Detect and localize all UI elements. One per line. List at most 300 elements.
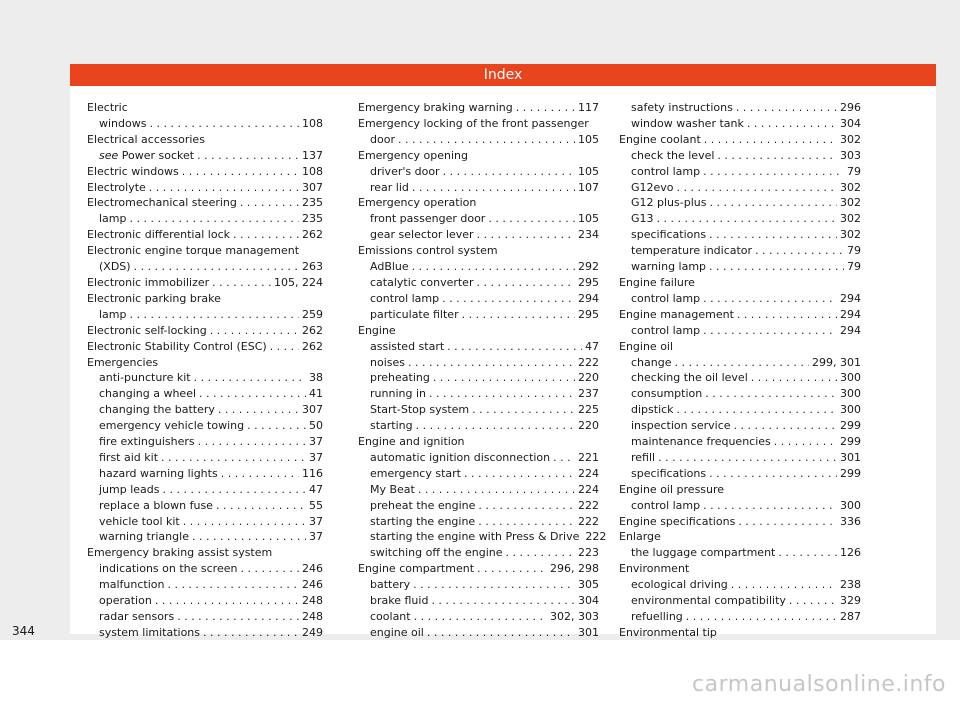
index-entry [358,275,599,291]
index-entry [358,625,599,641]
index-entry-term: Engine specifications [619,514,736,528]
index-entry-term: refill [631,450,656,464]
index-entry-page: 55 [309,498,323,512]
index-entry-page: 307 [302,403,323,417]
index-entry-term: Emergency opening [358,148,468,162]
dot-leader [705,386,837,402]
dot-leader [709,195,837,211]
index-entry-term: Electronic immobilizer [87,275,210,289]
index-entry-page: 50 [309,419,323,433]
index-entry-page: 296 [840,101,861,114]
index-entry-term: control lamp [631,164,701,178]
index-entry-term: changing a wheel [99,387,197,401]
index-entry [619,275,861,291]
index-entry [619,609,861,625]
index-entry-term: front passenger door [370,212,486,226]
index-entry-term: operation [99,594,152,608]
dot-leader [477,227,575,243]
index-entry [87,323,323,339]
dot-leader [709,259,844,275]
index-entry-page: 300 [840,387,861,401]
index-entry [619,625,861,641]
index-entry [358,434,599,450]
index-entry-term: change [631,355,672,369]
index-page [70,64,936,639]
dot-leader [418,482,575,498]
index-entry [87,386,323,402]
index-entry-term: brake fluid [370,594,429,608]
index-entry-term: Emergencies [87,355,159,369]
dot-leader [703,291,837,307]
index-entry-term: radar sensors [99,610,175,623]
index-entry-term: window washer tank [631,116,744,130]
index-entry [87,291,323,307]
dot-leader [737,307,837,323]
index-entry-page: 37 [309,530,323,544]
index-entry-term: changing the battery [99,403,215,417]
index-entry-term: control lamp [631,291,701,305]
index-entry-term: particulate filter [370,307,459,321]
index-entry-term: Electrolyte [87,180,146,194]
dot-leader [731,577,837,593]
index-entry [619,370,861,386]
index-entry-page: 107 [578,180,599,194]
index-entry [358,180,599,196]
dot-leader [516,100,575,116]
index-entry [358,450,599,466]
index-entry [358,243,599,259]
index-entry [87,211,323,227]
index-entry-term: engine oil [370,625,424,639]
index-entry-term: Engine [358,323,396,337]
dot-leader [427,625,575,641]
index-entry-term: Emissions control system [358,244,498,258]
dot-leader [203,625,299,641]
index-entry [619,116,861,132]
dot-leader [755,243,844,259]
index-entry [358,355,599,371]
index-entry-term: Enlarge [619,530,661,544]
dot-leader [658,450,837,466]
index-entry [358,100,599,116]
dot-leader [134,259,299,275]
dot-leader [462,307,575,323]
index-entry-term: Emergency braking warning [358,101,513,114]
dot-leader [182,164,299,180]
index-entry-page: 302 [840,196,861,210]
index-entry-page: 299, 301 [812,355,861,369]
index-entry [358,227,599,243]
dot-leader [198,434,306,450]
index-entry-page: 47 [585,339,599,353]
index-entry-term: control lamp [631,323,701,337]
index-entry-page: 294 [840,291,861,305]
index-entry-page: 304 [578,594,599,608]
index-entry-page: 220 [578,419,599,433]
index-entry-term: Electric windows [87,164,179,178]
dot-leader [476,275,575,291]
dot-leader [192,529,306,545]
index-entry-page: 222 [578,514,599,528]
index-entry [87,116,323,132]
index-entry-page: 222 [578,355,599,369]
dot-leader [414,609,547,625]
index-entry-term: safety instructions [631,101,733,114]
index-entry-page: 79 [847,244,861,258]
index-entry [619,514,861,530]
index-entry-page: 37 [309,435,323,449]
index-entry-page: 263 [302,260,323,274]
index-entry [87,355,323,371]
index-entry-term: ecological driving [631,578,728,592]
index-entry-term: lamp [99,307,127,321]
dot-leader [247,418,306,434]
index-entry [87,466,323,482]
index-entry-page: 126 [840,546,861,560]
index-entry-page: 302, 303 [550,610,599,623]
index-entry [87,545,323,561]
index-entry [358,561,599,577]
index-entry [358,132,599,148]
index-entry-term: rear lid [370,180,409,194]
dot-leader [149,180,299,196]
index-entry [358,323,599,339]
dot-leader [270,339,299,355]
index-entry-page: 262 [302,339,323,353]
index-entry-page: 299 [840,466,861,480]
index-entry-page: 234 [578,228,599,242]
index-entry [358,291,599,307]
dot-leader [674,355,809,371]
index-entry-page: 287 [840,610,861,623]
index-entry [87,482,323,498]
index-entry-page: 237 [578,387,599,401]
index-entry [87,529,323,545]
index-entry-term: jump leads [99,482,160,496]
index-entry [358,593,599,609]
index-entry-page: 302 [840,132,861,146]
index-entry-page: 292 [578,260,599,274]
index-entry-term: Electronic Stability Control (ESC) [87,339,267,353]
index-entry [87,514,323,530]
dot-leader [199,386,306,402]
index-entry [358,386,599,402]
dot-leader [177,609,299,625]
dot-leader [553,450,575,466]
index-entry-term: the luggage compartment [631,546,776,560]
index-entry [358,498,599,514]
index-entry [87,275,323,291]
index-entry [358,545,599,561]
index-entry-page: 300 [840,498,861,512]
index-entry-term: Electronic engine torque management [87,244,300,258]
index-entry-term: specifications [631,228,707,242]
index-entry-term: driver's door [370,164,440,178]
dot-leader [751,370,837,386]
index-entry-term: system limitations [99,625,201,639]
index-entry [619,164,861,180]
index-entry-term: temperature indicator [631,244,753,258]
watermark: carmanualsonline.info [692,672,946,697]
index-entry [619,211,861,227]
index-entry-term: refuelling [631,610,683,623]
dot-leader [433,370,575,386]
index-entry-page: 301 [840,450,861,464]
dot-leader [155,593,299,609]
dot-leader [130,211,300,227]
index-entry-page: 108 [302,164,323,178]
index-entry-page: 108 [302,116,323,130]
dot-leader [233,227,299,243]
dot-leader [130,307,300,323]
dot-leader [240,561,299,577]
index-entry [87,625,323,641]
index-entry [619,482,861,498]
index-entry-page: 262 [302,228,323,242]
index-entry [619,339,861,355]
index-entry-term: Electronic differential lock [87,228,230,242]
index-entry [619,180,861,196]
index-title: Index [483,67,523,83]
index-entry-page: 246 [302,578,323,592]
index-entry-page: 295 [578,307,599,321]
dot-leader [677,402,837,418]
index-entry [87,561,323,577]
index-entry [87,195,323,211]
index-entry [358,116,599,132]
dot-leader [431,593,575,609]
index-entry [87,593,323,609]
index-entry-term: Engine oil pressure [619,482,725,496]
index-entry-term: malfunction [99,578,165,592]
index-entry-term: Environment [619,562,690,576]
index-entry-term: checking the oil level [631,371,748,385]
see-reference: see [99,148,119,162]
index-entry-page: 299 [840,419,861,433]
index-entry-page: 329 [840,594,861,608]
index-entry-term: G12 plus-plus [631,196,707,210]
dot-leader [197,148,299,164]
index-entry-term: Engine oil [619,339,674,353]
index-entry-term: indications on the screen [99,562,238,576]
index-entry-page: 223 [578,546,599,560]
dot-leader [478,514,575,530]
index-entry-term: Emergency braking assist system [87,546,273,560]
index-entry-term: Electronic self-locking [87,323,207,337]
dot-leader [194,370,306,386]
index-entry [619,577,861,593]
index-entry [87,370,323,386]
dot-leader [412,180,575,196]
index-entry-term: coolant [370,610,411,623]
index-entry-term: Environmental tip [619,625,717,639]
index-entry-term: Engine compartment [358,562,475,576]
dot-leader [686,609,837,625]
index-entry-term: Electric [87,101,128,114]
index-entry [619,561,861,577]
index-entry-term: starting the engine with Press & Drive [370,530,580,544]
index-entry-term: gear selector lever [370,228,474,242]
index-entry [358,577,599,593]
index-entry-page: 235 [302,212,323,226]
index-entry-term: Engine and ignition [358,435,465,449]
dot-leader [789,593,837,609]
index-entry [358,609,599,625]
index-entry-term: switching off the engine [370,546,503,560]
index-entry [87,307,323,323]
dot-leader [218,402,299,418]
index-entry [619,132,861,148]
dot-leader [478,498,575,514]
index-entry-page: 220 [578,371,599,385]
index-entry-term: Electrical accessories [87,132,205,146]
index-entry-term: hazard warning lights [99,466,218,480]
index-entry-page: 41 [309,387,323,401]
page-number: 344 [12,624,35,638]
index-entry-page: 105 [578,132,599,146]
index-entry-term: (XDS) [99,260,131,274]
index-entry-page: 222 [578,498,599,512]
index-entry-page: 248 [302,610,323,623]
index-entry-page: 262 [302,323,323,337]
index-entry [358,370,599,386]
index-entry-term: noises [370,355,405,369]
index-entry-term: dipstick [631,403,674,417]
dot-leader [703,323,837,339]
index-entry-text: Power socket [121,148,195,162]
dot-leader [778,545,837,561]
dot-leader [717,148,837,164]
index-entry-page: 235 [302,196,323,210]
index-entry-page: 105 [578,212,599,226]
index-entry-term: automatic ignition disconnection [370,450,551,464]
index-entry-term: Emergency locking of the front passenger [358,116,589,130]
index-entry-term: preheat the engine [370,498,476,512]
dot-leader [412,259,575,275]
index-entry [87,418,323,434]
index-entry-page: 221 [578,450,599,464]
index-entry [358,514,599,530]
dot-leader [429,386,575,402]
index-entry-term: warning lamp [631,260,707,274]
index-entry-term: vehicle tool kit [99,514,180,528]
dot-leader [464,466,575,482]
index-entry-page: 294 [578,291,599,305]
index-entry-page: 305 [578,578,599,592]
index-entry-page: 249 [302,625,323,639]
dot-leader [416,418,575,434]
dot-leader [212,275,271,291]
dot-leader [709,227,837,243]
dot-leader [413,577,575,593]
index-entry-page: 116 [302,466,323,480]
index-entry [87,227,323,243]
index-entry [87,259,323,275]
dot-leader [704,132,837,148]
index-entry-page: 105, 224 [274,275,323,289]
index-entry-term: Engine coolant [619,132,701,146]
index-entry-term: anti-puncture kit [99,371,191,385]
index-entry [358,211,599,227]
index-entry-page: 259 [302,307,323,321]
dot-leader [488,211,575,227]
index-entry-term: Electronic parking brake [87,291,221,305]
index-entry-term: door [370,132,395,146]
index-entry-term: warning triangle [99,530,189,544]
dot-leader [398,132,575,148]
index-entry-term: control lamp [370,291,440,305]
index-entry-page: 302 [840,180,861,194]
dot-leader [149,116,299,132]
index-entry [87,180,323,196]
index-entry-page: 38 [309,371,323,385]
index-entry-page: 301 [578,625,599,639]
index-entry [358,164,599,180]
index-entry [87,498,323,514]
index-entry [619,307,861,323]
index-entry [358,466,599,482]
index-entry-page: 47 [309,482,323,496]
dot-leader [216,498,306,514]
index-entry-term: inspection service [631,419,731,433]
index-entry [358,148,599,164]
index-entry-term: Engine management [619,307,734,321]
index-entry [358,259,599,275]
index-entry-term: control lamp [631,498,701,512]
index-entry [87,577,323,593]
index-entry [619,195,861,211]
index-entry [619,434,861,450]
index-entry-term: G13 [631,212,654,226]
index-entry-term: environmental compatibility [631,594,786,608]
index-entry-term: emergency start [370,466,461,480]
index-entry [358,482,599,498]
index-entry-term: My Beat [370,482,415,496]
index-entry-term: consumption [631,387,703,401]
dot-leader [443,164,575,180]
index-entry-term: maintenance frequencies [631,435,771,449]
index-entry [619,291,861,307]
index-entry-page: 304 [840,116,861,130]
dot-leader [774,434,837,450]
index-entry-term: check the level [631,148,715,162]
dot-leader [221,466,299,482]
index-entry [87,339,323,355]
dot-leader [703,164,844,180]
dot-leader [477,561,547,577]
index-entry [619,148,861,164]
dot-leader [657,211,837,227]
index-entry [358,339,599,355]
index-entry-page: 79 [847,260,861,274]
index-entry-page: 37 [309,514,323,528]
dot-leader [472,402,575,418]
dot-leader [734,418,837,434]
index-entry-page: 37 [309,450,323,464]
dot-leader [703,498,837,514]
index-entry-term: first aid kit [99,450,159,464]
index-entry [87,434,323,450]
dot-leader [506,545,576,561]
dot-leader [163,482,307,498]
index-entry [87,100,323,116]
index-entry-term: Emergency operation [358,196,477,210]
index-entry [87,132,323,148]
index-entry-page: 224 [578,482,599,496]
index-entry-page: 302 [840,212,861,226]
index-entry-page: 295 [578,275,599,289]
index-entry [619,402,861,418]
